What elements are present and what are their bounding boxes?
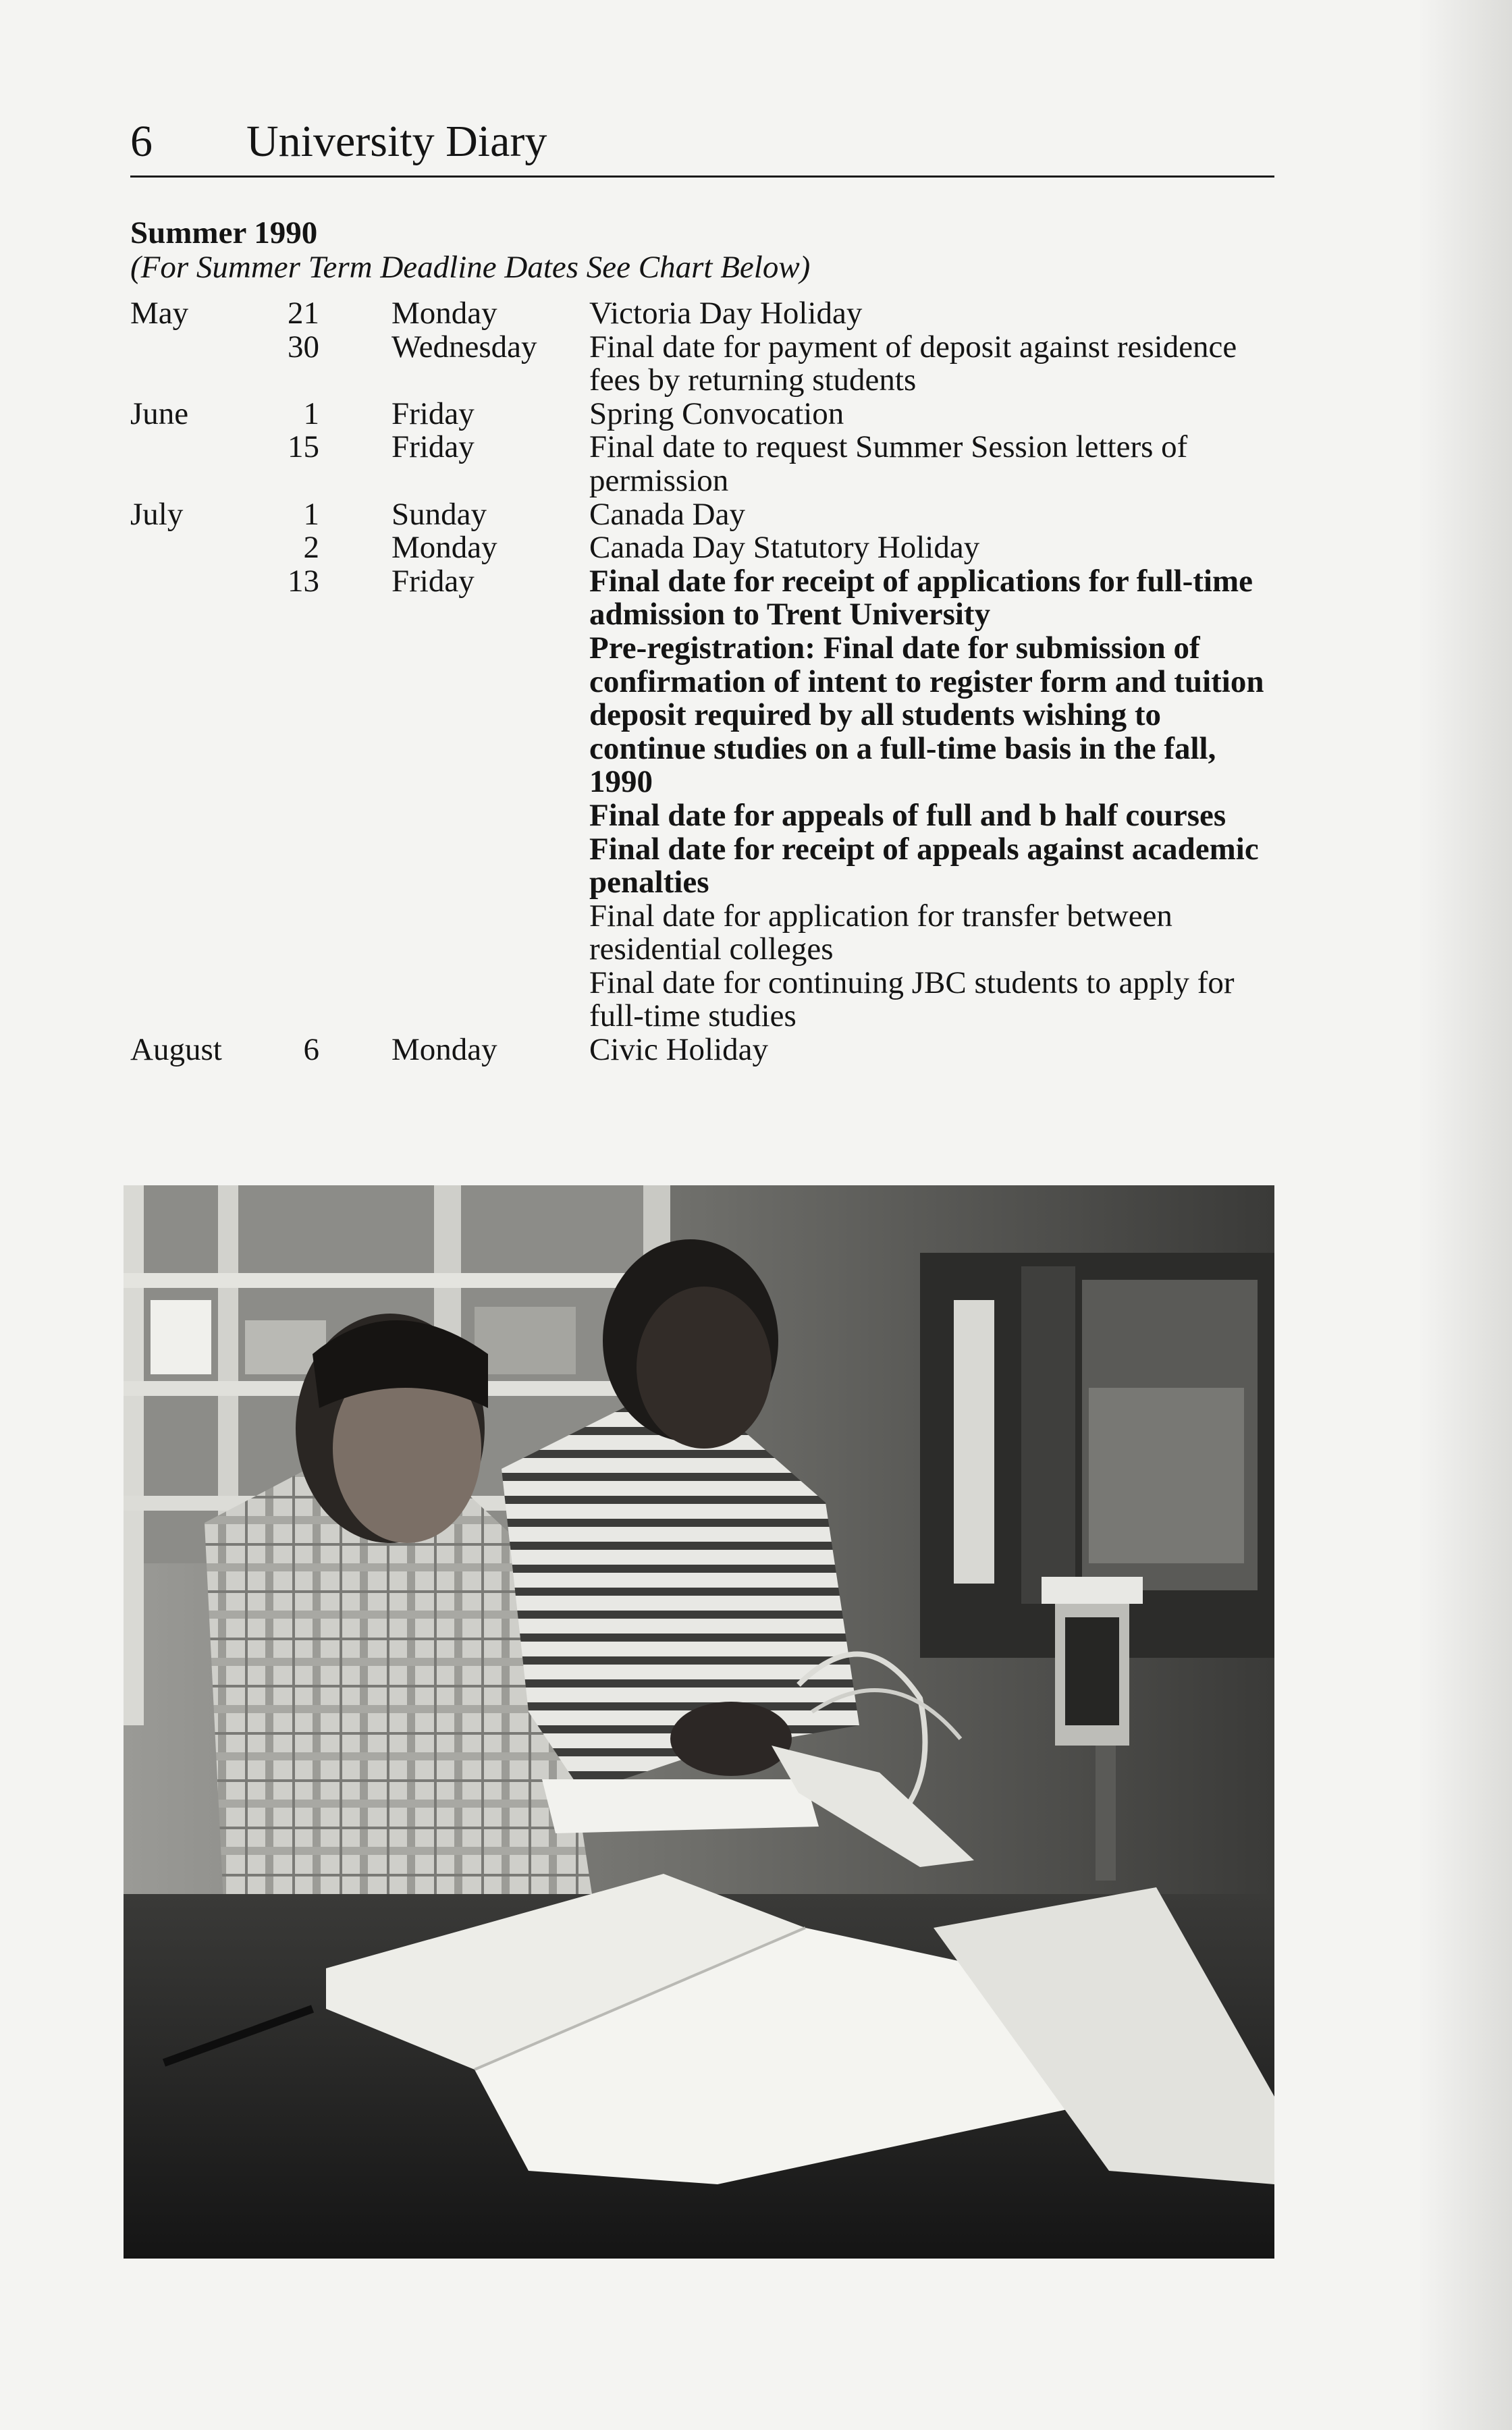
entry-day: 6 [303,1032,319,1068]
event-text: Final date for continuing JBC students to apply for full-time studies [589,965,1235,1034]
event-text: Civic Holiday [589,1032,768,1068]
event-text: Spring Convocation [589,396,844,431]
entry-day: 13 [288,563,319,599]
entry-events [589,531,1264,565]
photo-two-students-in-lab [124,1185,1274,2259]
entry-month: May [130,296,189,331]
lab-photograph [124,1185,1274,2259]
entry-weekday: Monday [392,530,497,566]
entry-month: July [130,496,184,532]
entry-day: 30 [288,329,319,364]
entry-weekday: Monday [392,296,497,331]
entry-events [589,331,1264,398]
entry-day: 2 [303,530,319,566]
section-title: Summer 1990 [130,215,318,250]
event-text: Victoria Day Holiday [589,296,863,331]
event-text: Final date to request Summer Session letters of permission [589,429,1188,498]
event-text: Pre-registration: Final date for submission of confirmation of intent to register form and tuition deposit required by all students wishing to continue studies on a full-time basis in the fall, 1990 [589,630,1264,800]
event-text: Final date for appeals of full and b half courses [589,797,1226,833]
entry-day: 1 [303,396,319,431]
diary-entry [130,398,1278,431]
event-text: Canada Day Statutory Holiday [589,530,980,566]
diary-list [130,297,1278,1067]
entry-events [589,398,1264,431]
event-text: Canada Day [589,496,745,532]
diary-entry [130,1033,1278,1067]
entry-events [589,431,1264,497]
entry-weekday: Sunday [392,496,487,532]
event-text: Final date for receipt of appeals against academic penalties [589,831,1259,900]
entry-month: June [130,396,189,431]
diary-entry [130,297,1278,331]
diary-entry [130,498,1278,532]
diary-entry [130,565,1278,1033]
section-note: (For Summer Term Deadline Dates See Chart Below) [130,250,811,285]
entry-day: 21 [288,296,319,331]
entry-events [589,498,1264,532]
page-title: University Diary [246,117,547,166]
event-text: Final date for application for transfer between residential colleges [589,898,1172,967]
entry-events [589,565,1264,1033]
entry-weekday: Friday [392,563,475,599]
diary-entry [130,531,1278,565]
diary-entry [130,331,1278,398]
entry-weekday: Monday [392,1032,497,1068]
page-number: 6 [130,117,153,166]
entry-day: 15 [288,429,319,465]
page-header [130,115,1274,178]
entry-weekday: Wednesday [392,329,537,364]
entry-events [589,1033,1264,1067]
page-edge-shadow [1418,0,1512,2430]
entry-day: 1 [303,496,319,532]
diary-entry [130,431,1278,497]
entry-weekday: Friday [392,396,475,431]
entry-events [589,297,1264,331]
entry-month: August [130,1032,222,1068]
entry-weekday: Friday [392,429,475,465]
event-text: Final date for receipt of applications for full-time admission to Trent University [589,563,1253,632]
event-text: Final date for payment of deposit against residence fees by returning students [589,329,1237,398]
